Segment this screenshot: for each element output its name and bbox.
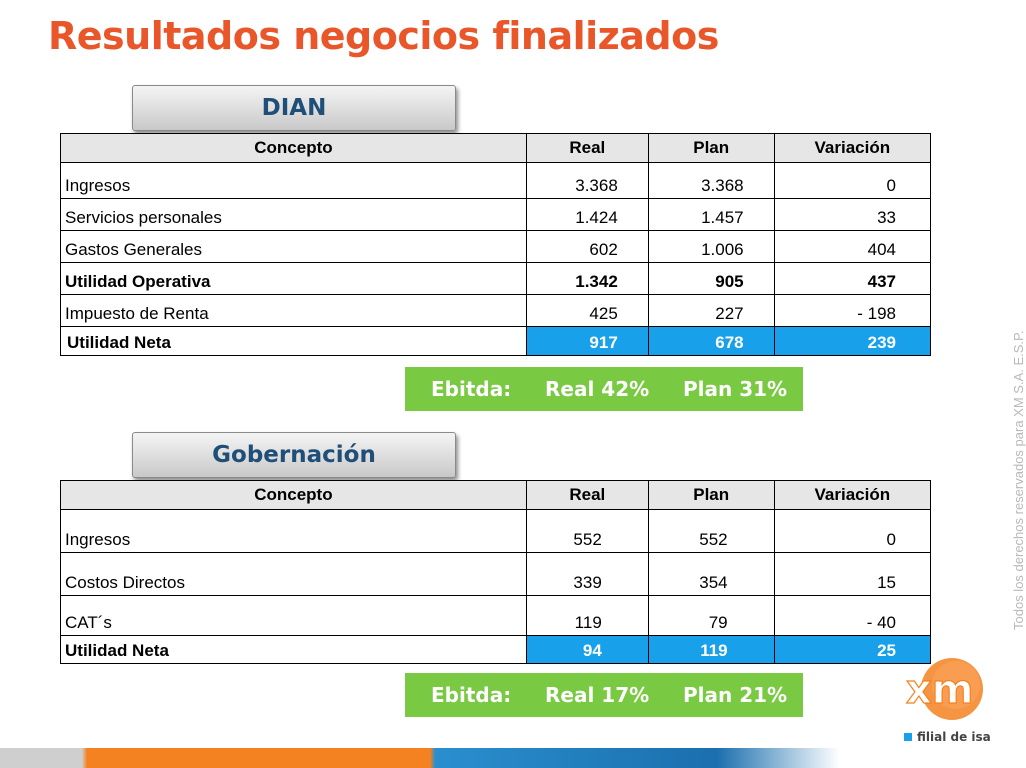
cell-variacion: 404	[774, 231, 930, 263]
ebitda-box-dian	[405, 367, 803, 411]
cell-plan: 678	[648, 327, 774, 356]
cell-variacion: 437	[774, 263, 930, 295]
xm-logo-icon	[894, 655, 994, 745]
ebitda-real: Real 42%	[545, 377, 650, 401]
cell-real: 94	[526, 636, 648, 664]
cell-real: 917	[526, 327, 648, 356]
table-row	[61, 510, 931, 553]
cell-variacion: 25	[774, 636, 930, 664]
table-dian	[60, 133, 931, 356]
cell-variacion: 15	[774, 553, 930, 596]
cell-concepto: Ingresos	[61, 510, 527, 553]
header-concepto: Concepto	[61, 481, 527, 510]
header-plan: Plan	[648, 481, 774, 510]
cell-concepto: Gastos Generales	[61, 231, 527, 263]
cell-concepto: Servicios personales	[61, 199, 527, 231]
isa-square-icon	[904, 733, 912, 741]
table-row	[61, 596, 931, 636]
table-header-row	[61, 481, 931, 510]
cell-variacion: - 40	[774, 596, 930, 636]
cell-real: 1.342	[526, 263, 648, 295]
header-concepto: Concepto	[61, 134, 527, 163]
ebitda-plan: Plan 31%	[683, 377, 788, 401]
table-row	[61, 163, 931, 199]
table-row	[61, 199, 931, 231]
cell-concepto: Ingresos	[61, 163, 527, 199]
header-plan: Plan	[648, 134, 774, 163]
ebitda-label: Ebitda:	[431, 683, 512, 707]
cell-plan: 227	[648, 295, 774, 327]
ebitda-real: Real 17%	[545, 683, 650, 707]
cell-variacion: 0	[774, 163, 930, 199]
header-variacion: Variación	[774, 134, 930, 163]
page-title: Resultados negocios finalizados	[48, 14, 719, 58]
logo-subtitle: filial de isa	[917, 730, 991, 744]
xm-logo	[894, 655, 994, 745]
cell-variacion: 0	[774, 510, 930, 553]
header-real: Real	[526, 134, 648, 163]
ebitda-plan: Plan 21%	[683, 683, 788, 707]
copyright-watermark: Todos los derechos reservados para XM S.A. E.S.P.	[1011, 330, 1026, 630]
table-row	[61, 295, 931, 327]
section-label-gobernacion: Gobernación	[132, 432, 456, 478]
cell-variacion: - 198	[774, 295, 930, 327]
cell-real: 1.424	[526, 199, 648, 231]
table-row-highlight	[61, 636, 931, 664]
table-gobernacion	[60, 480, 931, 664]
cell-plan: 3.368	[648, 163, 774, 199]
cell-plan: 905	[648, 263, 774, 295]
cell-concepto: CAT´s	[61, 596, 527, 636]
cell-plan: 354	[648, 553, 774, 596]
cell-real: 552	[526, 510, 648, 553]
cell-plan: 1.457	[648, 199, 774, 231]
cell-concepto: Utilidad Neta	[61, 327, 527, 356]
cell-variacion: 239	[774, 327, 930, 356]
table-header-row	[61, 134, 931, 163]
table-row-highlight	[61, 327, 931, 356]
table-row	[61, 231, 931, 263]
cell-concepto: Utilidad Operativa	[61, 263, 527, 295]
cell-real: 602	[526, 231, 648, 263]
cell-real: 119	[526, 596, 648, 636]
cell-real: 339	[526, 553, 648, 596]
cell-real: 3.368	[526, 163, 648, 199]
cell-plan: 119	[648, 636, 774, 664]
cell-concepto: Costos Directos	[61, 553, 527, 596]
cell-plan: 79	[648, 596, 774, 636]
cell-concepto: Impuesto de Renta	[61, 295, 527, 327]
cell-variacion: 33	[774, 199, 930, 231]
section-label-dian: DIAN	[132, 85, 456, 131]
cell-plan: 552	[648, 510, 774, 553]
cell-real: 425	[526, 295, 648, 327]
logo-text: xm	[906, 667, 974, 713]
table-row	[61, 263, 931, 295]
cell-plan: 1.006	[648, 231, 774, 263]
cell-concepto: Utilidad Neta	[61, 636, 527, 664]
header-real: Real	[526, 481, 648, 510]
header-variacion: Variación	[774, 481, 930, 510]
ebitda-label: Ebitda:	[431, 377, 512, 401]
table-row	[61, 553, 931, 596]
bottom-accent-bar	[0, 748, 1024, 768]
ebitda-box-gobernacion	[405, 673, 803, 717]
